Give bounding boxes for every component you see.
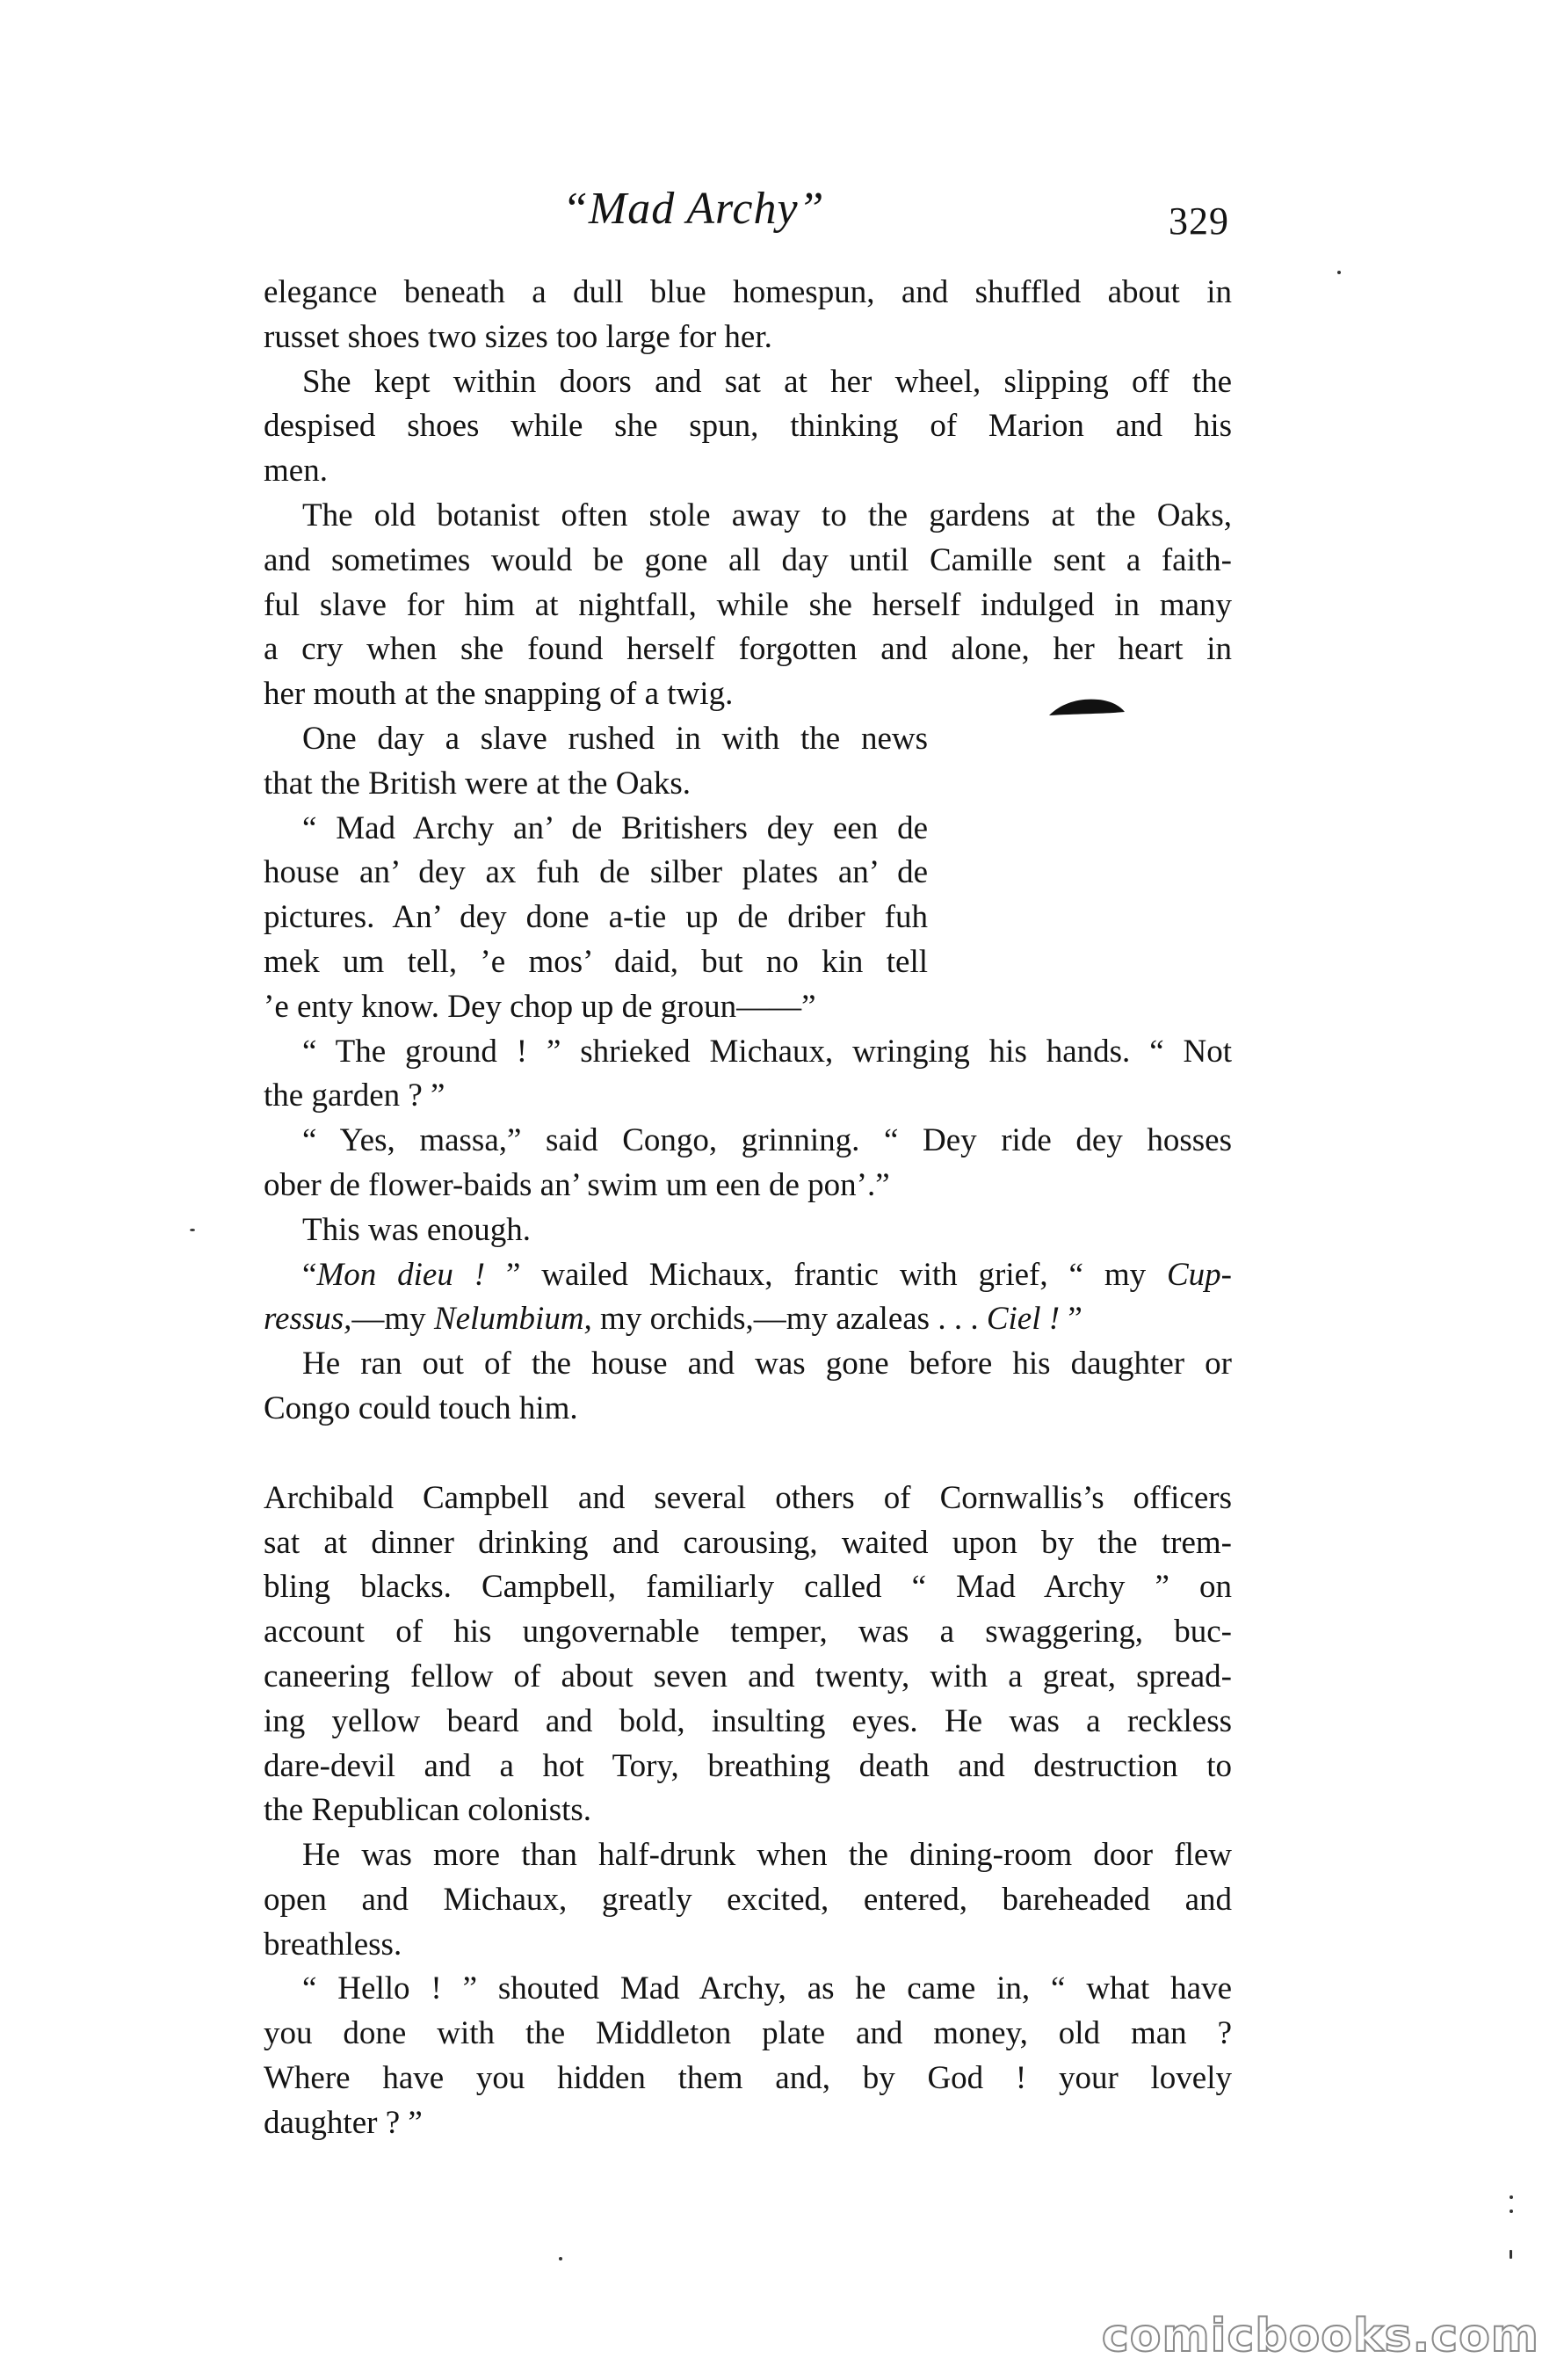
text-line: dare-devil and a hot Tory, breathing death and destruction to (264, 1747, 1232, 1784)
text-line: that the British were at the Oaks. (264, 765, 691, 802)
text-line: the garden ? ” (264, 1078, 445, 1114)
text-line: elegance beneath a dull blue homespun, and shuffled about in (264, 274, 1232, 310)
scan-speck (1337, 271, 1341, 274)
scan-speck (559, 2257, 562, 2260)
text-line: you done with the Middleton plate and money, old man ? (264, 2015, 1232, 2052)
ink-blot-mark (1046, 694, 1126, 719)
text-line: men. (264, 453, 328, 490)
text-line: despised shoes while she spun, thinking of Marion and his (264, 408, 1232, 445)
text-line: “ Yes, massa,” said Congo, grinning. “ Dey ride dey hosses (302, 1122, 1232, 1159)
text-line: Archibald Campbell and several others of Cornwallis’s officers (264, 1479, 1232, 1516)
text-line: mek um tell, ’e mos’ daid, but no kin tell (264, 943, 928, 980)
text-line: the Republican colonists. (264, 1792, 592, 1829)
text-line: caneering fellow of about seven and twenty, with a great, spread- (264, 1658, 1232, 1694)
text-line: Congo could touch him. (264, 1390, 578, 1426)
text-line: One day a slave rushed in with the news (302, 720, 928, 757)
text-line: account of his ungovernable temper, was a swaggering, buc- (264, 1614, 1232, 1651)
text-line: She kept within doors and sat at her wheel, slipping off the (302, 363, 1232, 400)
text-line: ’e enty know. Dey chop up de groun——” (264, 988, 816, 1025)
scan-speck (1510, 2195, 1513, 2199)
text-line: “ The ground ! ” shrieked Michaux, wringing his hands. “ Not (302, 1033, 1232, 1070)
body-text (264, 271, 1232, 2146)
text-line: The old botanist often stole away to the gardens at the Oaks, (302, 497, 1232, 533)
watermark-logo: comicbooks.com (1101, 2310, 1539, 2362)
text-line: He ran out of the house and was gone before his daughter or (302, 1346, 1232, 1382)
text-line: sat at dinner drinking and carousing, waited upon by the trem- (264, 1524, 1232, 1561)
text-line: “ Hello ! ” shouted Mad Archy, as he came in, “ what have (302, 1970, 1232, 2007)
text-line: pictures. An’ dey done a-tie up de driber fuh (264, 899, 928, 936)
running-title: “Mad Archy” (562, 184, 825, 234)
text-line: breathless. (264, 1926, 402, 1963)
page-number: 329 (1169, 200, 1229, 243)
scan-speck (190, 1229, 195, 1231)
text-line: This was enough. (302, 1211, 531, 1248)
text-line: open and Michaux, greatly excited, entered, bareheaded and (264, 1881, 1232, 1918)
text-line: ing yellow beard and bold, insulting eyes. He was a reckless (264, 1702, 1232, 1739)
scan-speck (1510, 2250, 1512, 2259)
text-line: bling blacks. Campbell, familiarly called “ Mad Archy ” on (264, 1569, 1232, 1606)
text-line: her mouth at the snapping of a twig. (264, 676, 734, 713)
text-line: a cry when she found herself forgotten and alone, her heart in (264, 631, 1232, 668)
text-line: Where have you hidden them and, by God ! your lovely (264, 2060, 1232, 2097)
text-line: He was more than half-drunk when the dining-room door flew (302, 1837, 1232, 1874)
text-line: house an’ dey ax fuh de silber plates an’ de (264, 854, 928, 891)
text-line: daughter ? ” (264, 2104, 423, 2141)
text-line: “Mon dieu ! ” wailed Michaux, frantic with grief, “ my Cup- (302, 1256, 1232, 1293)
scan-speck (1510, 2209, 1513, 2213)
text-line: “ Mad Archy an’ de Britishers dey een de (302, 809, 928, 846)
text-line: ressus,—my Nelumbium, my orchids,—my azaleas . . . Ciel ! ” (264, 1301, 1082, 1338)
text-line: and sometimes would be gone all day until Camille sent a faith- (264, 541, 1232, 578)
section-break (264, 1432, 1232, 1477)
text-line: ober de flower-baids an’ swim um een de pon’.” (264, 1166, 890, 1203)
text-line: ful slave for him at nightfall, while she herself indulged in many (264, 586, 1232, 623)
text-line: russet shoes two sizes too large for her. (264, 318, 772, 355)
